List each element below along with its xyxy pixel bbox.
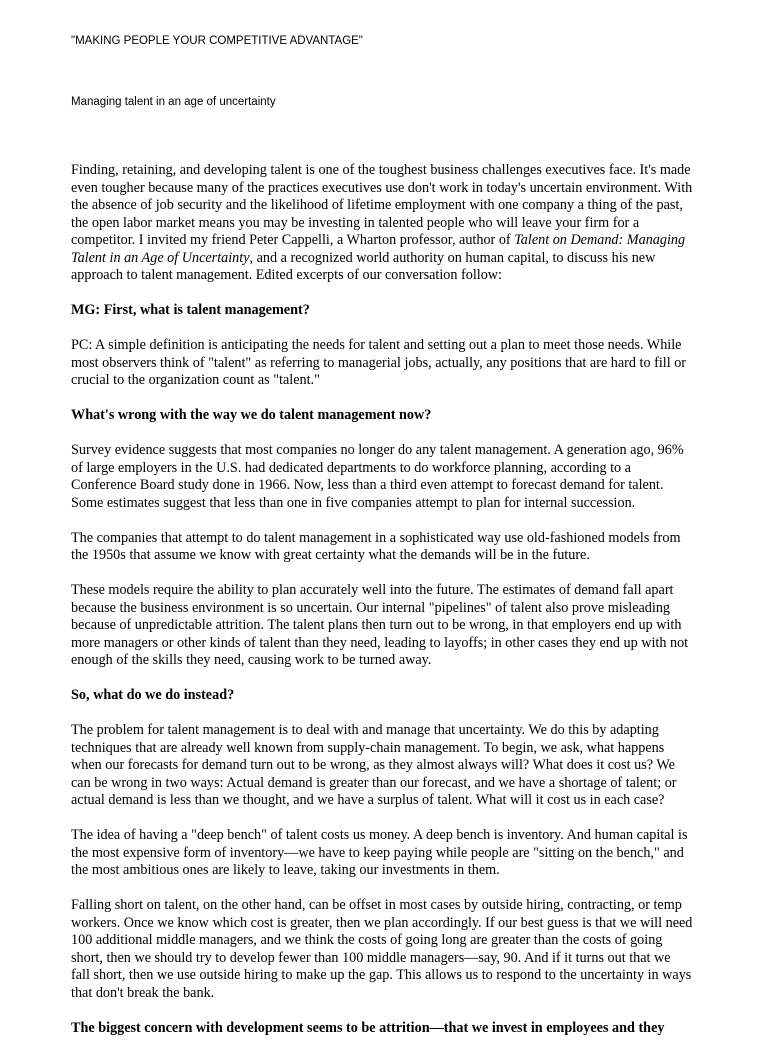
text-line: Some estimates suggest that less than one in five companies attempt to plan for internal succession. (71, 494, 636, 511)
text-line: crucial to the organization count as "talent." (71, 372, 320, 388)
text-line: when our forecasts for demand turn out to be wrong, as they almost always will? What does it cost us? We (71, 757, 675, 773)
text-line: the most expensive form of inventory—we have to keep paying while people are "sitting on the bench," and (71, 844, 684, 861)
answer-paragraph (71, 897, 739, 1002)
text-line: The problem for talent management is to deal with and manage that uncertainty. We do this by adapting (71, 722, 659, 738)
text-line: because the business environment is so uncertain. Our internal "pipelines" of talent also prove misleading (71, 599, 671, 616)
text-line: enough of the skills they need, causing work to be turned away. (71, 652, 432, 668)
text-line (71, 250, 739, 268)
text-line: PC: A simple definition is anticipating the needs for talent and setting out a plan to meet those needs. While (71, 337, 682, 353)
text-line: the absence of job security and the likelihood of lifetime employment with one company a thing of the past, (71, 197, 683, 213)
answer-paragraph (71, 337, 739, 390)
answer-paragraph (71, 582, 739, 670)
text-line: Finding, retaining, and developing talent is one of the toughest business challenges executives face. It's made (71, 162, 691, 178)
text-line: workers. Once we know which cost is greater, then we plan accordingly. If our best guess is that we will need (71, 914, 693, 931)
intro-paragraph (71, 162, 739, 285)
text-line: fall short, then we use outside hiring to make up the gap. This allows us to respond to the uncertainty in ways (71, 967, 692, 983)
text-line: Survey evidence suggests that most companies no longer do any talent management. A generation ago, 96% (71, 442, 684, 458)
article-subtitle: Managing talent in an age of uncertainty (71, 96, 276, 108)
text-line: can be wrong in two ways: Actual demand is greater than our forecast, and we have a shortage of talent; or (71, 774, 677, 791)
text-line: short, then we should try to develop fewer than 100 middle managers—say, 90. And if it turns out that we (71, 949, 671, 966)
question-heading (71, 1020, 739, 1038)
text-run: competitor. I invited my friend Peter Cappelli, a Wharton professor, author of (71, 232, 515, 248)
question-heading (71, 687, 739, 705)
text-line: The companies that attempt to do talent management in a sophisticated way use old-fashioned models from (71, 529, 681, 546)
answer-paragraph (71, 722, 739, 810)
text-line: approach to talent management. Edited excerpts of our conversation follow: (71, 267, 502, 283)
text-line: the open labor market means you may be investing in talented people who will leave your firm for a (71, 214, 640, 231)
book-title: Talent in an Age of Uncertainty (71, 249, 250, 266)
article-body (71, 162, 739, 1055)
text-line: the 1950s that assume we know with great certainty what the demands will be in the future. (71, 547, 590, 563)
text-line: The idea of having a "deep bench" of talent costs us money. A deep bench is inventory. And human capital is (71, 827, 688, 843)
question-heading (71, 407, 739, 425)
text-line: even tougher because many of the practices executives use don't work in today's uncertain environment. With (71, 179, 693, 196)
text-line: techniques that are already well known from supply-chain management. To begin, we ask, what happens (71, 739, 665, 756)
question-text: What's wrong with the way we do talent management now? (71, 407, 432, 423)
answer-paragraph (71, 827, 739, 880)
text-line (71, 232, 739, 250)
answer-paragraph (71, 442, 739, 512)
question-heading (71, 302, 739, 320)
text-line: the most ambitious ones are likely to leave, taking our investments in them. (71, 862, 500, 878)
book-title: Talent on Demand: Managing (514, 232, 686, 248)
text-line: Falling short on talent, on the other hand, can be offset in most cases by outside hiring, contracting, or temp (71, 897, 682, 913)
text-line: actual demand is less than we thought, and we have a surplus of talent. What will it cost us in each case? (71, 792, 665, 808)
text-line: that don't break the bank. (71, 984, 215, 1001)
text-line: 100 additional middle managers, and we think the costs of going long are greater than the costs of going (71, 932, 663, 948)
question-text: So, what do we do instead? (71, 687, 235, 703)
question-text: MG: First, what is talent management? (71, 302, 310, 318)
text-line: because of unpredictable attrition. The talent plans then turn out to be wrong, in that employers end up with (71, 617, 682, 633)
text-line: Conference Board study done in 1966. Now, less than a third even attempt to forecast demand for talent. (71, 477, 664, 493)
text-line: more managers or other kinds of talent than they need, leading to layoffs; in other cases they end up with not (71, 634, 689, 651)
text-run: , and a recognized world authority on human capital, to discuss his new (249, 249, 656, 266)
running-header: "MAKING PEOPLE YOUR COMPETITIVE ADVANTAGE" (71, 35, 363, 47)
answer-paragraph (71, 530, 739, 565)
question-text: The biggest concern with development seems to be attrition—that we invest in employees and they (71, 1019, 665, 1036)
text-line: most observers think of "talent" as referring to managerial jobs, actually, any positions that are hard to fill or (71, 354, 687, 371)
text-line: These models require the ability to plan accurately well into the future. The estimates of demand fall apart (71, 582, 674, 598)
text-line: of large employers in the U.S. had dedicated departments to do workforce planning, according to a (71, 459, 631, 476)
